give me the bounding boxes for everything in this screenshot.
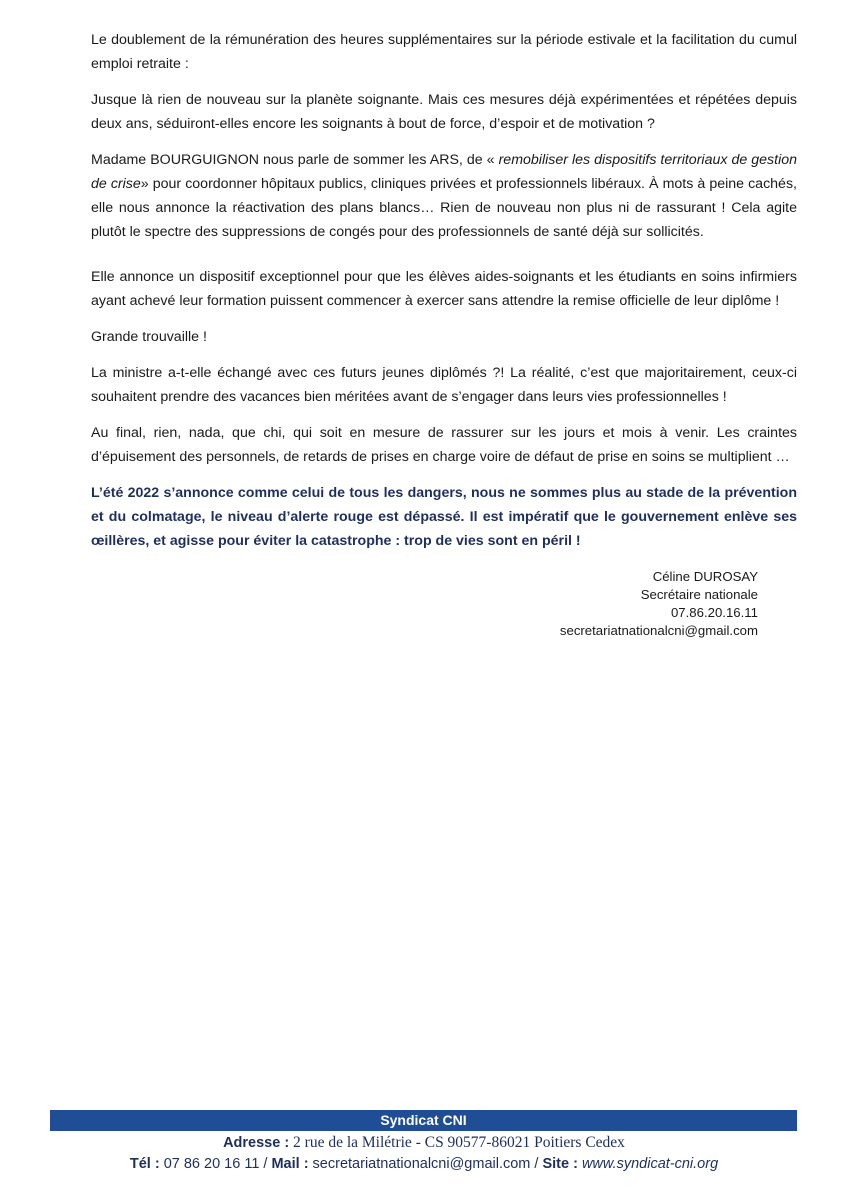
address-label: Adresse : xyxy=(223,1135,290,1151)
paragraph-6: La ministre a-t-elle échangé avec ces futurs jeunes diplômés ?! La réalité, c’est que majoritairement, ceux-ci souhaitent prendre des vacances bien méritées avant de s’engager dans leurs vies professionnelles ! xyxy=(91,365,797,405)
tel-label: Tél : xyxy=(129,1156,160,1172)
signatory-role: Secrétaire nationale xyxy=(640,587,758,602)
signatory-email[interactable]: secretariatnationalcni@gmail.com xyxy=(559,623,758,638)
site-link[interactable]: www.syndicat-cni.org xyxy=(577,1156,719,1172)
site-label: Site : xyxy=(542,1156,578,1172)
mail-label: Mail : xyxy=(271,1156,309,1172)
paragraph-3-quote: remobiliser les dispositifs territoriaux de gestion de crise xyxy=(91,152,797,192)
tel-value: 07 86 20 16 11 / xyxy=(159,1156,272,1172)
signatory-phone: 07.86.20.16.11 xyxy=(670,605,758,620)
signature-block xyxy=(560,568,758,640)
paragraph-1: Le doublement de la rémunération des heures supplémentaires sur la période estivale et la facilitation du cumul emploi retraite : xyxy=(91,32,797,72)
paragraph-3-start: Madame BOURGUIGNON nous parle de sommer les ARS, de « xyxy=(91,152,499,168)
letter-body xyxy=(91,28,797,565)
signatory-name: Céline DUROSAY xyxy=(652,569,758,584)
footer-org-banner: Syndicat CNI xyxy=(50,1110,797,1131)
paragraph-7: Au final, rien, nada, que chi, qui soit en mesure de rassurer sur les jours et mois à venir. Les craintes d’épuisement des personnels, de retards de prises en charge voire de défaut de prise en soins se multiplient … xyxy=(91,425,797,465)
paragraph-3-end: » pour coordonner hôpitaux publics, cliniques privées et professionnels libéraux. À mots à peine cachés, elle nous annonce la réactivation des plans blancs… Rien de nouveau non plus ni de rassurant ! Cela agite plutôt le spectre des suppressions de congés pour des professionnels de santé déjà sur sollicités. xyxy=(91,176,797,240)
paragraph-4: Elle annonce un dispositif exceptionnel pour que les élèves aides-soignants et les étudiants en soins infirmiers ayant achevé leur formation puissent commencer à exercer sans attendre la remise officielle de leur diplôme ! xyxy=(91,269,797,309)
mail-value[interactable]: secretariatnationalcni@gmail.com / xyxy=(308,1156,543,1172)
footer-address-line xyxy=(0,1133,848,1153)
footer-contact-line xyxy=(0,1154,848,1174)
paragraph-5: Grande trouvaille ! xyxy=(91,329,207,345)
address-value: 2 rue de la Milétrie - CS 90577-86021 Poitiers Cedex xyxy=(289,1134,625,1151)
conclusion-paragraph: L’été 2022 s’annonce comme celui de tous les dangers, nous ne sommes plus au stade de la prévention et du colmatage, le niveau d’alerte rouge est dépassé. Il est impératif que le gouvernement enlève ses œillères, et agisse pour éviter la catastrophe : trop de vies sont en péril ! xyxy=(91,485,797,549)
paragraph-3 xyxy=(91,148,797,244)
paragraph-2: Jusque là rien de nouveau sur la planète soignante. Mais ces mesures déjà expérimentées et répétées depuis deux ans, séduiront-elles encore les soignants à bout de force, d’espoir et de motivation ? xyxy=(91,92,797,132)
